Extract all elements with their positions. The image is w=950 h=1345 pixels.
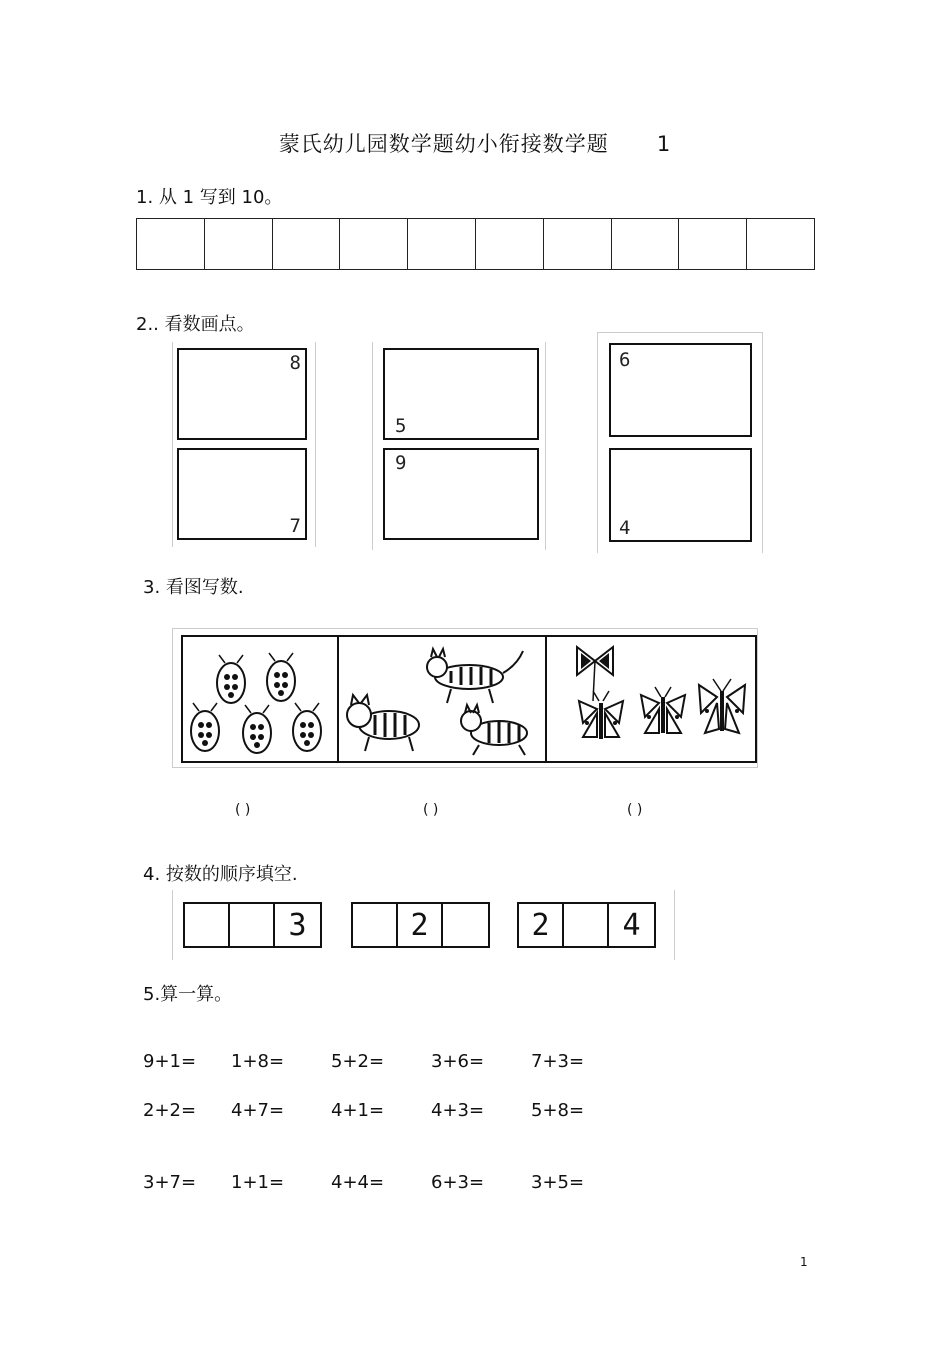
grid-cell[interactable] bbox=[747, 219, 814, 269]
equation[interactable]: 4+4= bbox=[331, 1172, 385, 1193]
number-sequence-2 bbox=[351, 902, 490, 948]
answer-blank-3[interactable]: ( ) bbox=[627, 802, 643, 818]
title-number: 1 bbox=[656, 132, 672, 156]
question-1-label: 1. 从 1 写到 10。 bbox=[136, 187, 283, 208]
sequence-cell[interactable]: 2 bbox=[398, 904, 443, 946]
box-number: 7 bbox=[289, 515, 301, 537]
dot-box[interactable] bbox=[609, 448, 752, 542]
picture-frame bbox=[172, 628, 758, 768]
title-text: 蒙氏幼儿园数学题幼小衔接数学题 bbox=[278, 132, 609, 156]
grid-cell[interactable] bbox=[340, 219, 408, 269]
equation[interactable]: 3+6= bbox=[431, 1051, 485, 1072]
equation[interactable]: 2+2= bbox=[143, 1100, 197, 1121]
ladybug-group bbox=[183, 637, 339, 761]
sequence-cell[interactable]: 3 bbox=[288, 907, 307, 943]
equation[interactable]: 9+1= bbox=[143, 1051, 197, 1072]
question-3-label: 3. 看图写数. bbox=[143, 577, 244, 598]
number-sequence-1 bbox=[183, 902, 322, 948]
equation[interactable]: 6+3= bbox=[431, 1172, 485, 1193]
dot-box[interactable] bbox=[177, 348, 307, 440]
sequence-cell[interactable]: 2 bbox=[519, 904, 564, 946]
dot-panel-2 bbox=[372, 342, 546, 550]
grid-cell[interactable] bbox=[273, 219, 341, 269]
dot-box[interactable] bbox=[383, 448, 539, 540]
answer-blank-1[interactable]: ( ) bbox=[235, 802, 251, 818]
equation[interactable]: 4+1= bbox=[331, 1100, 385, 1121]
answer-blank-2[interactable]: ( ) bbox=[423, 802, 439, 818]
question-5-label: 5.算一算。 bbox=[143, 984, 233, 1005]
butterfly-group bbox=[547, 637, 755, 761]
equation[interactable]: 7+3= bbox=[531, 1051, 585, 1072]
number-sequence-3 bbox=[517, 902, 656, 948]
sequence-cell[interactable] bbox=[185, 904, 230, 946]
equation[interactable]: 3+7= bbox=[143, 1172, 197, 1193]
grid-cell[interactable] bbox=[612, 219, 680, 269]
equation[interactable]: 1+1= bbox=[231, 1172, 285, 1193]
sequence-frame bbox=[172, 890, 675, 960]
write-1-to-10-grid bbox=[136, 218, 815, 270]
sequence-cell[interactable] bbox=[230, 904, 275, 946]
grid-cell[interactable] bbox=[476, 219, 544, 269]
grid-cell[interactable] bbox=[205, 219, 273, 269]
ladybug-illustration bbox=[183, 637, 335, 761]
cat-group bbox=[339, 637, 547, 761]
dot-box[interactable] bbox=[609, 343, 752, 437]
equation[interactable]: 4+3= bbox=[431, 1100, 485, 1121]
grid-cell[interactable] bbox=[137, 219, 205, 269]
grid-cell[interactable] bbox=[544, 219, 612, 269]
equation[interactable]: 5+8= bbox=[531, 1100, 585, 1121]
dot-box[interactable] bbox=[383, 348, 539, 440]
butterfly-illustration bbox=[547, 637, 751, 761]
equation[interactable]: 1+8= bbox=[231, 1051, 285, 1072]
cat-illustration bbox=[339, 637, 543, 761]
box-number: 5 bbox=[395, 415, 407, 437]
sequence-cell[interactable]: 4 bbox=[622, 907, 641, 943]
grid-cell[interactable] bbox=[679, 219, 747, 269]
box-number: 8 bbox=[289, 352, 301, 374]
grid-cell[interactable] bbox=[408, 219, 476, 269]
question-4-label: 4. 按数的顺序填空. bbox=[143, 864, 298, 885]
sequence-cell[interactable] bbox=[443, 904, 488, 946]
dot-box[interactable] bbox=[177, 448, 307, 540]
box-number: 4 bbox=[619, 517, 631, 539]
dot-panel-3 bbox=[597, 332, 763, 553]
equation[interactable]: 3+5= bbox=[531, 1172, 585, 1193]
page-title bbox=[0, 128, 950, 158]
question-2-label: 2.. 看数画点。 bbox=[136, 314, 255, 335]
sequence-cell[interactable] bbox=[353, 904, 398, 946]
box-number: 9 bbox=[395, 452, 407, 474]
page-number: 1 bbox=[800, 1255, 808, 1269]
equation[interactable]: 5+2= bbox=[331, 1051, 385, 1072]
box-number: 6 bbox=[619, 349, 631, 371]
dot-panel-1 bbox=[172, 342, 316, 547]
sequence-cell[interactable] bbox=[564, 904, 609, 946]
equation[interactable]: 4+7= bbox=[231, 1100, 285, 1121]
